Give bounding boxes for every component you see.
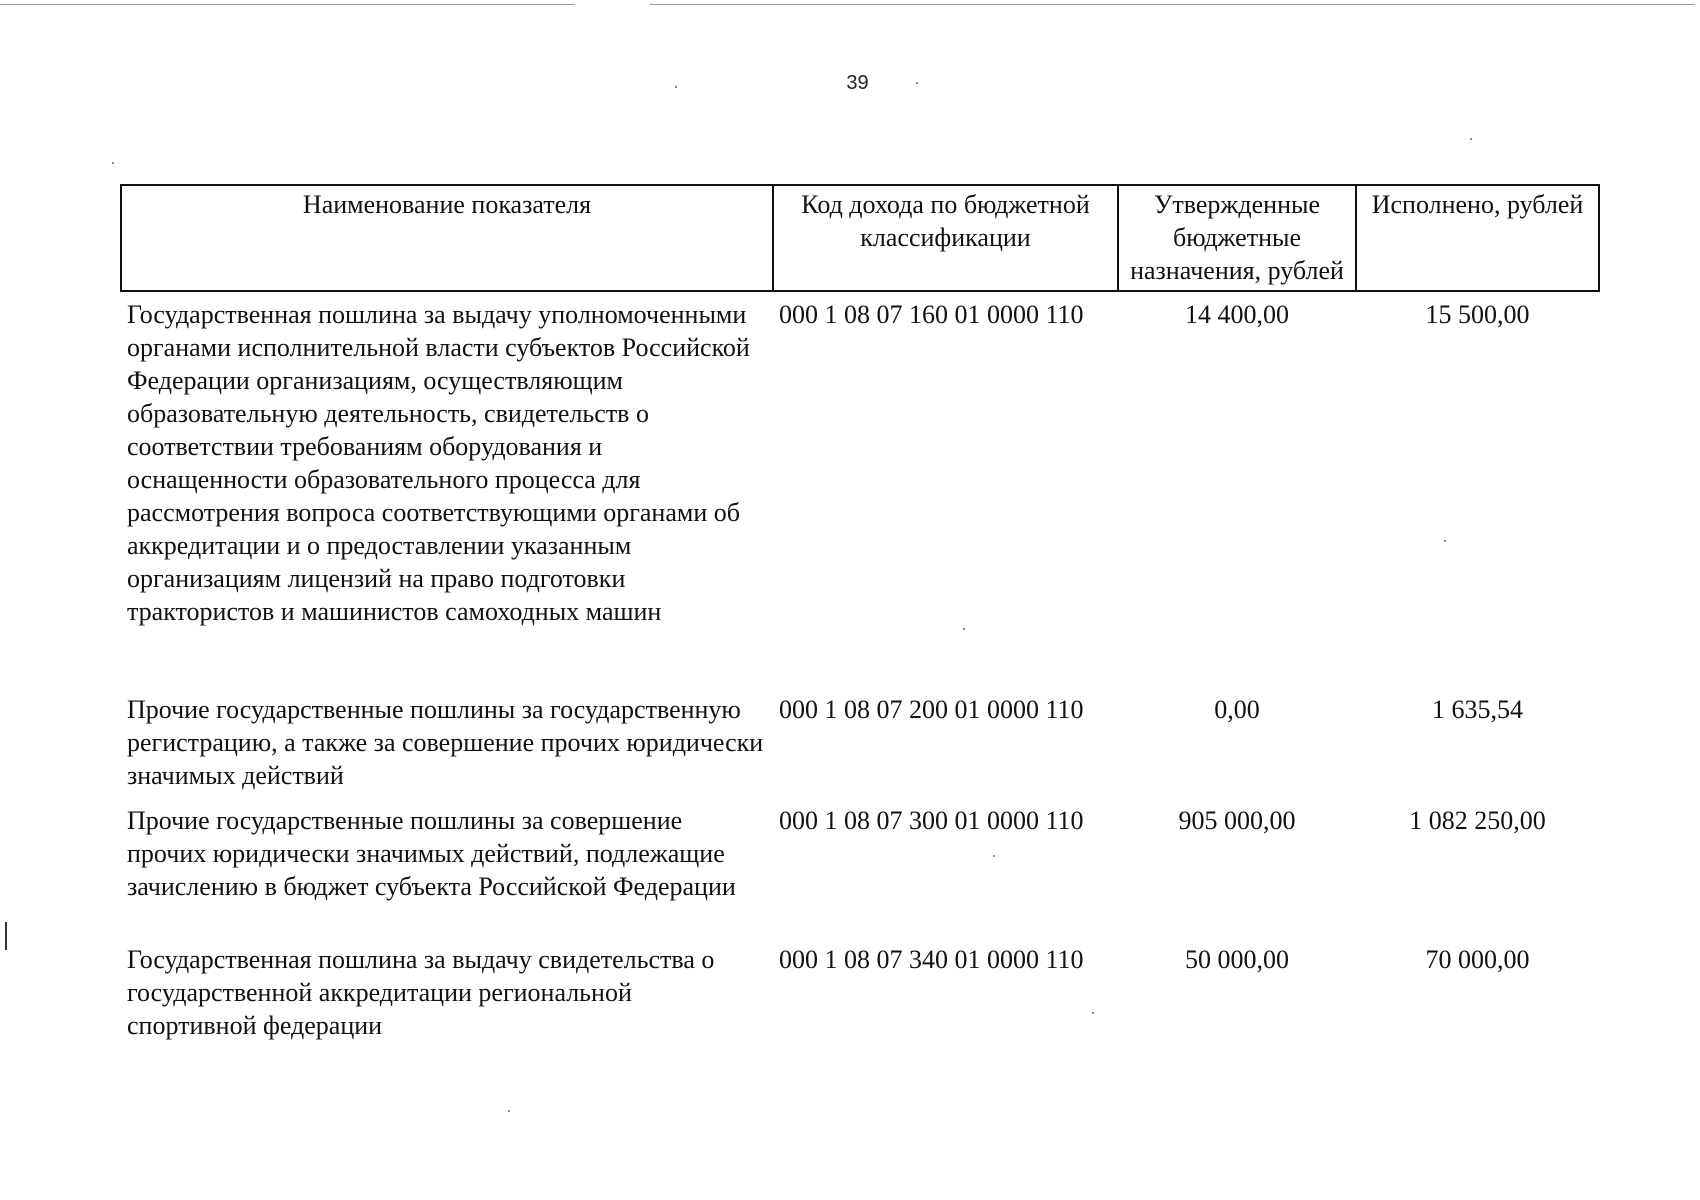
table-row [121,943,1599,1053]
row-approved: 50 000,00 [1185,945,1289,974]
row-executed: 70 000,00 [1425,945,1530,974]
row-name: Государственная пошлина за выдачу свидетельства о государственной аккредитации региональной спортивной федерации [127,945,715,1040]
row-executed: 1 635,54 [1432,695,1523,724]
row-code: 000 1 08 07 340 01 0000 110 [779,945,1084,974]
row-name: Прочие государственные пошлины за государственную регистрацию, а также за совершение прочих юридически значимых действий [127,695,764,790]
scan-speck [112,162,114,164]
header-executed: Исполнено, рублей [1356,185,1599,291]
scan-speck [1470,138,1472,140]
row-name: Государственная пошлина за выдачу уполномоченными органами исполнительной власти субъектов Российской Федерации организациям, осуществляющим образовательную деятельность, свидетельств о соответствии требованиям оборудования и оснащенности образовательного процесса для рассмотрения вопроса соответствующими органами об аккредитации и о предоставлении указанным организациям лицензий на право подготовки трактористов и машинистов самоходных машин [127,300,750,626]
row-name: Прочие государственные пошлины за совершение прочих юридически значимых действий, подлежащие зачислению в бюджет субъекта Российской Федерации [127,806,736,901]
table-header-row [121,185,1599,291]
row-approved: 905 000,00 [1178,806,1296,835]
row-code: 000 1 08 07 200 01 0000 110 [779,695,1084,724]
scan-speck [508,1110,510,1112]
header-approved: Утвержденные бюджетные назначения, рублей [1118,185,1356,291]
row-executed: 15 500,00 [1425,300,1530,329]
row-code: 000 1 08 07 160 01 0000 110 [779,300,1084,329]
table-row [121,804,1599,943]
page-number: 39 [846,72,869,94]
table-row [121,693,1599,804]
row-approved: 0,00 [1214,695,1260,724]
row-code: 000 1 08 07 300 01 0000 110 [779,806,1084,835]
table-row [121,291,1599,693]
margin-mark [5,922,7,950]
row-executed: 1 082 250,00 [1409,806,1546,835]
scan-edge-line [650,4,1695,5]
header-code: Код дохода по бюджетной классификации [773,185,1118,291]
header-name: Наименование показателя [121,185,773,291]
row-approved: 14 400,00 [1185,300,1289,329]
revenue-table [120,184,1600,1053]
scan-edge-line [0,4,575,5]
